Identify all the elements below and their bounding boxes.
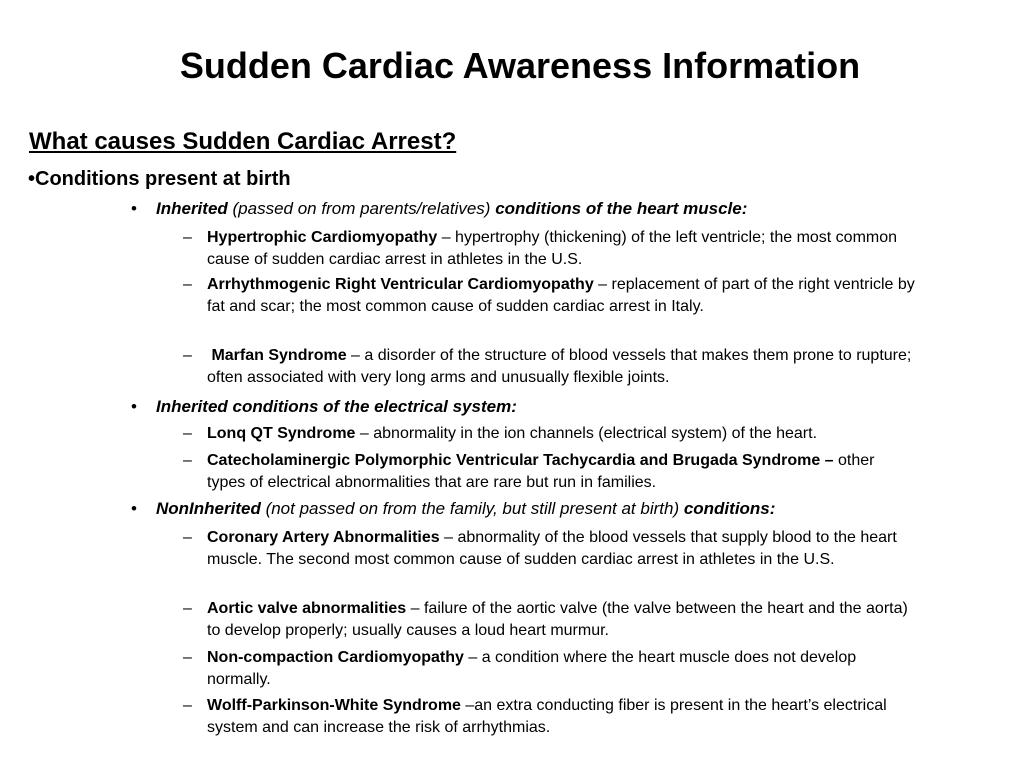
item-term: Catecholaminergic Polymorphic Ventricular Tachycardia and Brugada Syndrome – [207,452,834,469]
group-middle: (passed on from parents/relatives) [227,199,496,218]
item-term: Aortic valve abnormalities [207,600,407,617]
level1-bullet-item [28,166,291,192]
dash-glyph: – [183,697,192,714]
group-tail: conditions of the heart muscle: [495,199,748,218]
item-description: – a disorder of the structure of blood vessels that makes them prone to rupture; often associated with very long arms and unusually flexible joints. [207,347,916,386]
dash-glyph: – [183,452,192,469]
item-description: – abnormality in the ion channels (electrical system) of the heart. [355,425,818,442]
item-term: Marfan Syndrome [207,347,347,364]
item-description: other types of electrical abnormalities that are rare but run in families. [207,452,875,491]
group-lead: Inherited [156,199,228,218]
item-term: Wolff-Parkinson-White Syndrome [207,697,461,714]
group-tail: conditions: [683,499,776,518]
section-heading: What causes Sudden Cardiac Arrest? [29,128,457,155]
item-description: –an extra conducting fiber is present in the heart’s electrical system and can increase the risk of arrhythmias. [207,697,887,736]
group-middle: (not passed on from the family, but still present at birth) [260,499,684,518]
item-term: Lonq QT Syndrome [207,425,356,442]
bullet-glyph: • [131,397,137,416]
item-description: – failure of the aortic valve (the valve between the heart and the aorta) to develop properly; usually causes a loud heart murmur. [207,600,908,639]
item-description: – abnormality of the blood vessels that supply blood to the heart muscle. The second most common cause of sudden cardiac arrest in athletes in the U.S. [207,529,897,568]
dash-glyph: – [183,600,192,617]
dash-glyph: – [183,425,192,442]
item-term: Coronary Artery Abnormalities [207,529,440,546]
item-term: Arrhythmogenic Right Ventricular Cardiomyopathy [207,276,594,293]
dash-glyph: – [183,529,192,546]
bullet-glyph: • [131,199,137,218]
item-description: – replacement of part of the right ventricle by fat and scar; the most common cause of sudden cardiac arrest in Italy. [207,276,915,315]
dash-glyph: – [183,649,192,666]
item-term: Non-compaction Cardiomyopathy [207,649,464,666]
bullet-glyph: • [131,499,137,518]
dash-glyph: – [183,347,192,364]
item-description: – a condition where the heart muscle does not develop normally. [207,649,857,688]
dash-glyph: – [183,276,192,293]
level1-text: Conditions present at birth [35,168,291,190]
item-description: – hypertrophy (thickening) of the left ventricle; the most common cause of sudden cardiac arrest in athletes in the U.S. [207,229,898,268]
dash-glyph: – [183,229,192,246]
group-lead: NonInherited [156,499,261,518]
item-term: Hypertrophic Cardiomyopathy [207,229,438,246]
bullet-glyph: • [28,168,36,190]
slide-title: Sudden Cardiac Awareness Information [179,45,861,86]
group-lead: Inherited conditions of the electrical system: [156,397,517,416]
